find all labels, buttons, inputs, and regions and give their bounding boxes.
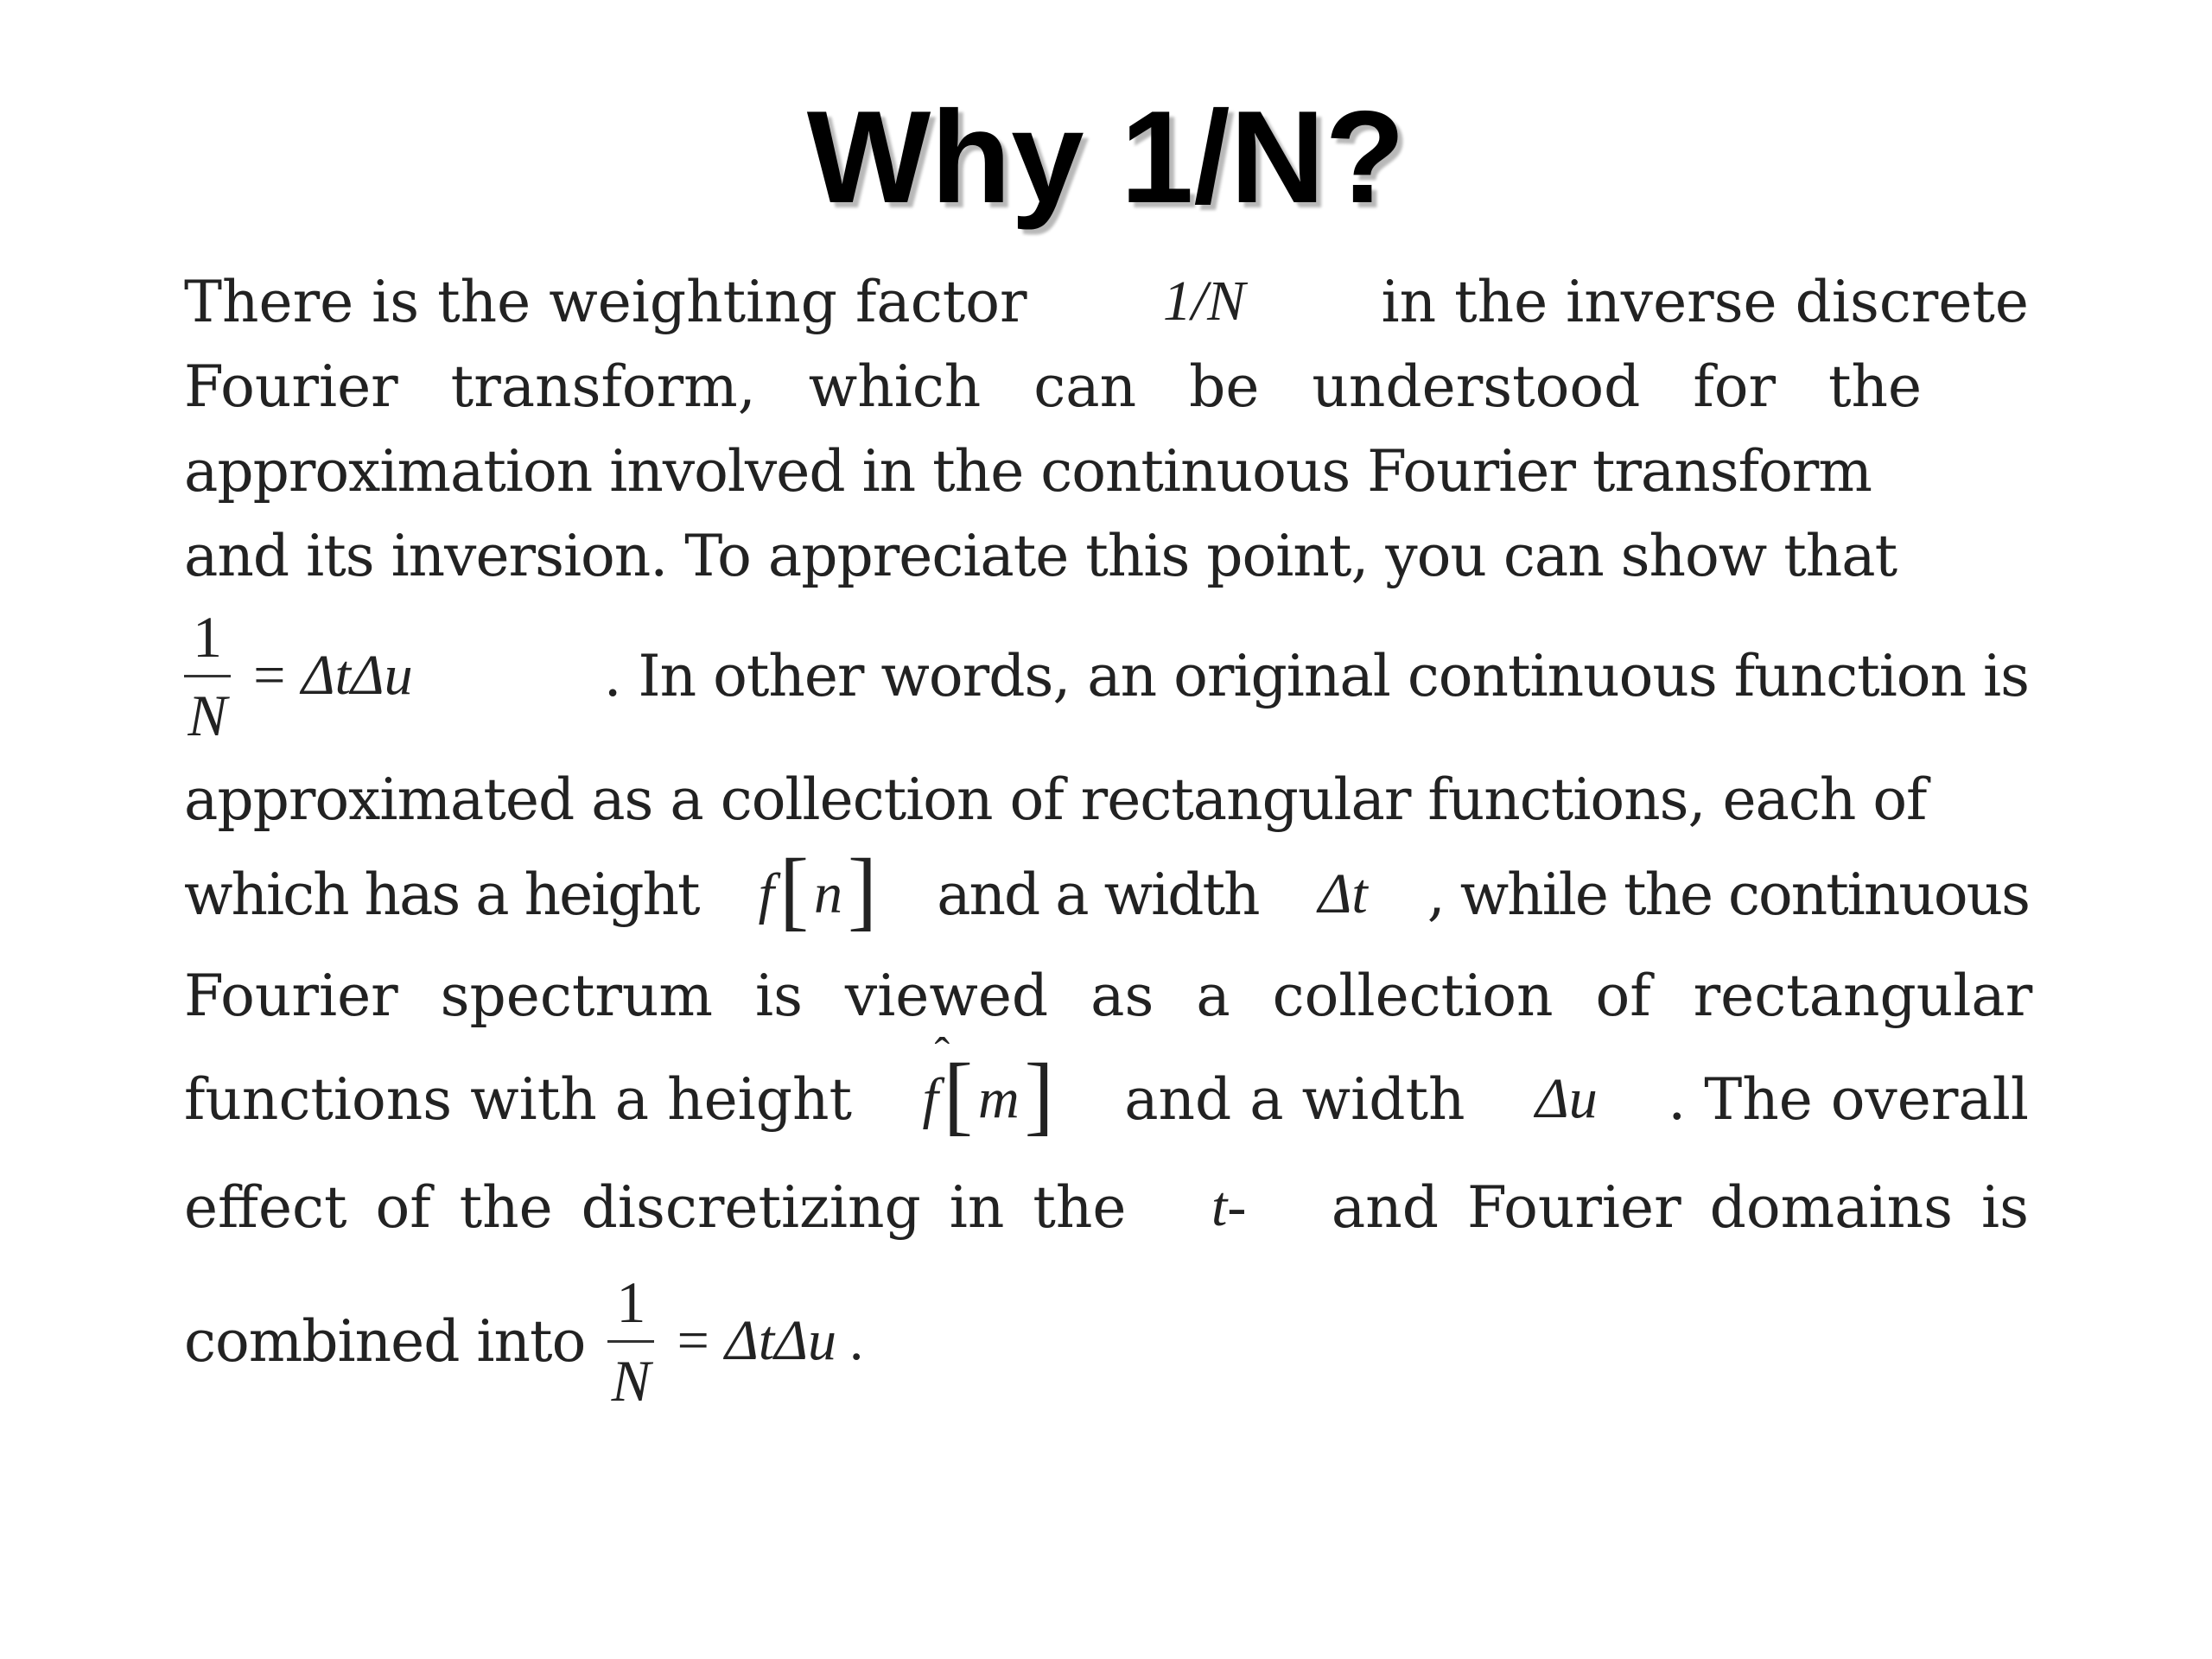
height-fhat-m bbox=[922, 1028, 1054, 1144]
text-segment: , while the continuous bbox=[1427, 861, 2029, 928]
text-line-8 bbox=[184, 944, 2033, 1047]
bracket-open: [ bbox=[943, 1046, 973, 1144]
equation-final bbox=[607, 1268, 865, 1414]
text-segment: . In other words, an original continuous function is bbox=[603, 642, 2029, 709]
text-line-3 bbox=[184, 429, 2029, 513]
text-line-5 bbox=[184, 598, 2029, 753]
height-f-n bbox=[758, 841, 878, 939]
text-segment: effect of the discretizing in the bbox=[184, 1173, 1127, 1241]
slide-title: Why 1/N? bbox=[806, 84, 1406, 231]
text-line-9 bbox=[184, 1028, 2029, 1151]
equation-rhs: = ΔtΔu bbox=[250, 644, 413, 707]
text-line-11 bbox=[184, 1263, 2029, 1419]
text-line-6 bbox=[184, 753, 2029, 845]
text-segment: and a width bbox=[937, 861, 1259, 928]
math-f: f bbox=[758, 861, 774, 925]
text-segment: combined into bbox=[184, 1307, 586, 1375]
math-m: m bbox=[977, 1066, 1020, 1130]
fraction bbox=[607, 1268, 654, 1414]
weighting-factor: 1/N bbox=[1162, 270, 1246, 333]
equation-rhs: = ΔtΔu . bbox=[673, 1309, 865, 1372]
text-segment: in the inverse discrete bbox=[1381, 268, 2029, 335]
math-f: f bbox=[922, 1066, 938, 1130]
bracket-close: ] bbox=[1024, 1046, 1054, 1144]
text-segment: which has a height bbox=[184, 861, 699, 928]
math-n: n bbox=[814, 861, 843, 925]
text-segment: Fourier spectrum is viewed as a collection of rectangular bbox=[184, 962, 2033, 1029]
text-segment: and its inversion. To appreciate this point, you can show that bbox=[184, 522, 1897, 589]
text-line-1 bbox=[184, 259, 2029, 344]
text-segment: . The overall bbox=[1668, 1065, 2029, 1133]
math-f-hat bbox=[922, 1028, 950, 1132]
hat-accent: ˆ bbox=[934, 1028, 950, 1079]
text-line-10 bbox=[184, 1151, 2029, 1263]
math-delta-t: Δt bbox=[1318, 862, 1368, 925]
text-segment: functions with a height bbox=[184, 1065, 853, 1133]
bracket-close: ] bbox=[848, 841, 878, 939]
text-line-4 bbox=[184, 513, 2029, 598]
text-line-7 bbox=[184, 841, 2029, 944]
equation-inline bbox=[184, 603, 413, 748]
text-segment: approximated as a collection of rectangular functions, each of bbox=[184, 766, 1927, 833]
fraction-denominator: N bbox=[188, 682, 227, 748]
body-text bbox=[184, 259, 2033, 1419]
bracket-open: [ bbox=[779, 841, 810, 939]
text-segment: Fourier transform, which can be understood for the bbox=[184, 353, 1923, 420]
text-segment: approximation involved in the continuous Fourier transform bbox=[184, 437, 1872, 505]
fraction bbox=[184, 603, 231, 748]
math-t: t- bbox=[1211, 1175, 1247, 1238]
fraction-numerator: 1 bbox=[184, 607, 231, 677]
text-segment: and a width bbox=[1124, 1065, 1465, 1133]
text-segment: There is the weighting factor bbox=[184, 268, 1027, 335]
text-segment: and Fourier domains is bbox=[1331, 1173, 2029, 1241]
fraction-numerator: 1 bbox=[607, 1273, 654, 1343]
fraction-denominator: N bbox=[611, 1347, 651, 1414]
text-line-2 bbox=[184, 344, 2029, 429]
math-delta-u: Δu bbox=[1535, 1067, 1598, 1130]
